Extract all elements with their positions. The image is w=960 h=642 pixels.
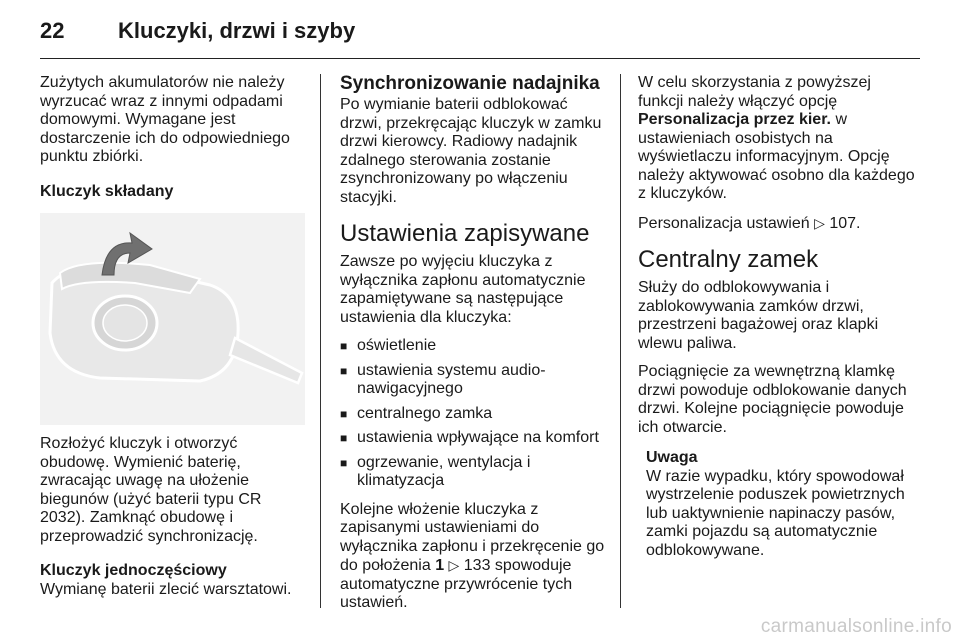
- folding-key-heading: Kluczyk składany: [40, 182, 174, 200]
- watermark: carmanualsonline.info: [760, 616, 952, 637]
- battery-disposal-text: Zużytych akumulatorów nie należy wyrzucać wraz z innymi odpadami domowymi. Wymagane jest dostarczenie ich do odpowiedniego punktu zbiórki.: [40, 74, 290, 165]
- central-lock-heading: Centralny zamek: [638, 246, 819, 273]
- page-ref-icon: ▷: [814, 214, 825, 231]
- page-ref: 133: [463, 557, 491, 574]
- key-battery-illustration-svg: [40, 213, 305, 425]
- column-1: [40, 74, 305, 609]
- sync-heading: Synchronizowanie nadajnika: [340, 73, 600, 94]
- ignition-position: 1: [435, 557, 445, 574]
- page-header: [40, 18, 355, 50]
- saved-settings-heading: Ustawienia zapisywane: [340, 220, 590, 247]
- list-item: ■ oświetlenie: [340, 337, 610, 356]
- sync-text: Po wymianie baterii odblokować drzwi, przekręcając kluczyk w zamku drzwi kierowcy. Radiowy nadajnik zdalnego sterowania zostanie zsynchronizowany po włączeniu stacyjki.: [340, 96, 602, 206]
- page-number: 22: [40, 18, 65, 43]
- list-item: ■ ogrzewanie, wentylacja i klimatyzacja: [340, 454, 610, 491]
- saved-settings-intro: Zawsze po wyjęciu kluczyka z wyłącznika zapłonu automatycznie zapamiętywane są następujące ustawienia dla kluczyka:: [340, 253, 586, 326]
- column-divider: [620, 74, 621, 608]
- folding-key-instructions: Rozłożyć kluczyk i otworzyć obudowę. Wymienić baterię, zwracając uwagę na ułożenie biegunów (użyć baterii typu CR 2032). Zamknąć obudowę i przeprowadzić synchronizację.: [40, 435, 262, 545]
- column-2: [340, 74, 610, 623]
- page-title: Kluczyki, drzwi i szyby: [118, 18, 356, 43]
- restore-settings-text: Kolejne włożenie kluczyka z zapisanymi ustawieniami do wyłącznika zapłonu i przekręcenie go do położenia 1 ▷ 133 spowoduje automatyczne przywrócenie tych ustawień.: [340, 500, 605, 611]
- list-item: ■ ustawienia systemu audio-nawigacyjnego: [340, 362, 610, 399]
- list-item: ■ centralnego zamka: [340, 405, 610, 424]
- page-ref: 107: [829, 214, 857, 232]
- list-item: ■ ustawienia wpływające na komfort: [340, 429, 610, 448]
- personalization-text: W celu skorzystania z powyższej funkcji należy włączyć opcję Personalizacja przez kier. w ustawieniach osobistych na wyświetlaczu informacyjnym. Opcję należy aktywować osobno dla każdego z kluczyków.: [638, 74, 915, 202]
- central-lock-text: Służy do odblokowywania i zablokowywania zamków drzwi, przestrzeni bagażowej oraz klapki wlewu paliwa.: [638, 279, 879, 352]
- note-text: W razie wypadku, który spowodował wystrzelenie poduszek powietrznych lub uaktywnienie napinaczy pasów, zamki pojazdu są automatycznie odblokowywane.: [646, 467, 905, 559]
- column-3: [638, 74, 918, 560]
- header-rule: [40, 58, 920, 59]
- note-label: Uwaga: [646, 449, 698, 466]
- door-handle-text: Pociągnięcie za wewnętrzną klamkę drzwi powoduje odblokowanie danych drzwi. Kolejne pociągnięcie powoduje ich otwarcie.: [638, 363, 907, 436]
- onepiece-key-heading: Kluczyk jednoczęściowy: [40, 562, 227, 579]
- note-box: [638, 449, 918, 560]
- key-battery-illustration: [40, 213, 305, 425]
- saved-settings-list: [340, 337, 610, 491]
- column-divider: [320, 74, 321, 608]
- page-ref-icon: ▷: [448, 557, 460, 573]
- menu-option-name: Personalizacja przez kier.: [638, 111, 831, 128]
- personalization-ref: Personalizacja ustawień ▷ 107.: [638, 214, 861, 232]
- onepiece-key-text: Wymianę baterii zlecić warsztatowi.: [40, 580, 292, 598]
